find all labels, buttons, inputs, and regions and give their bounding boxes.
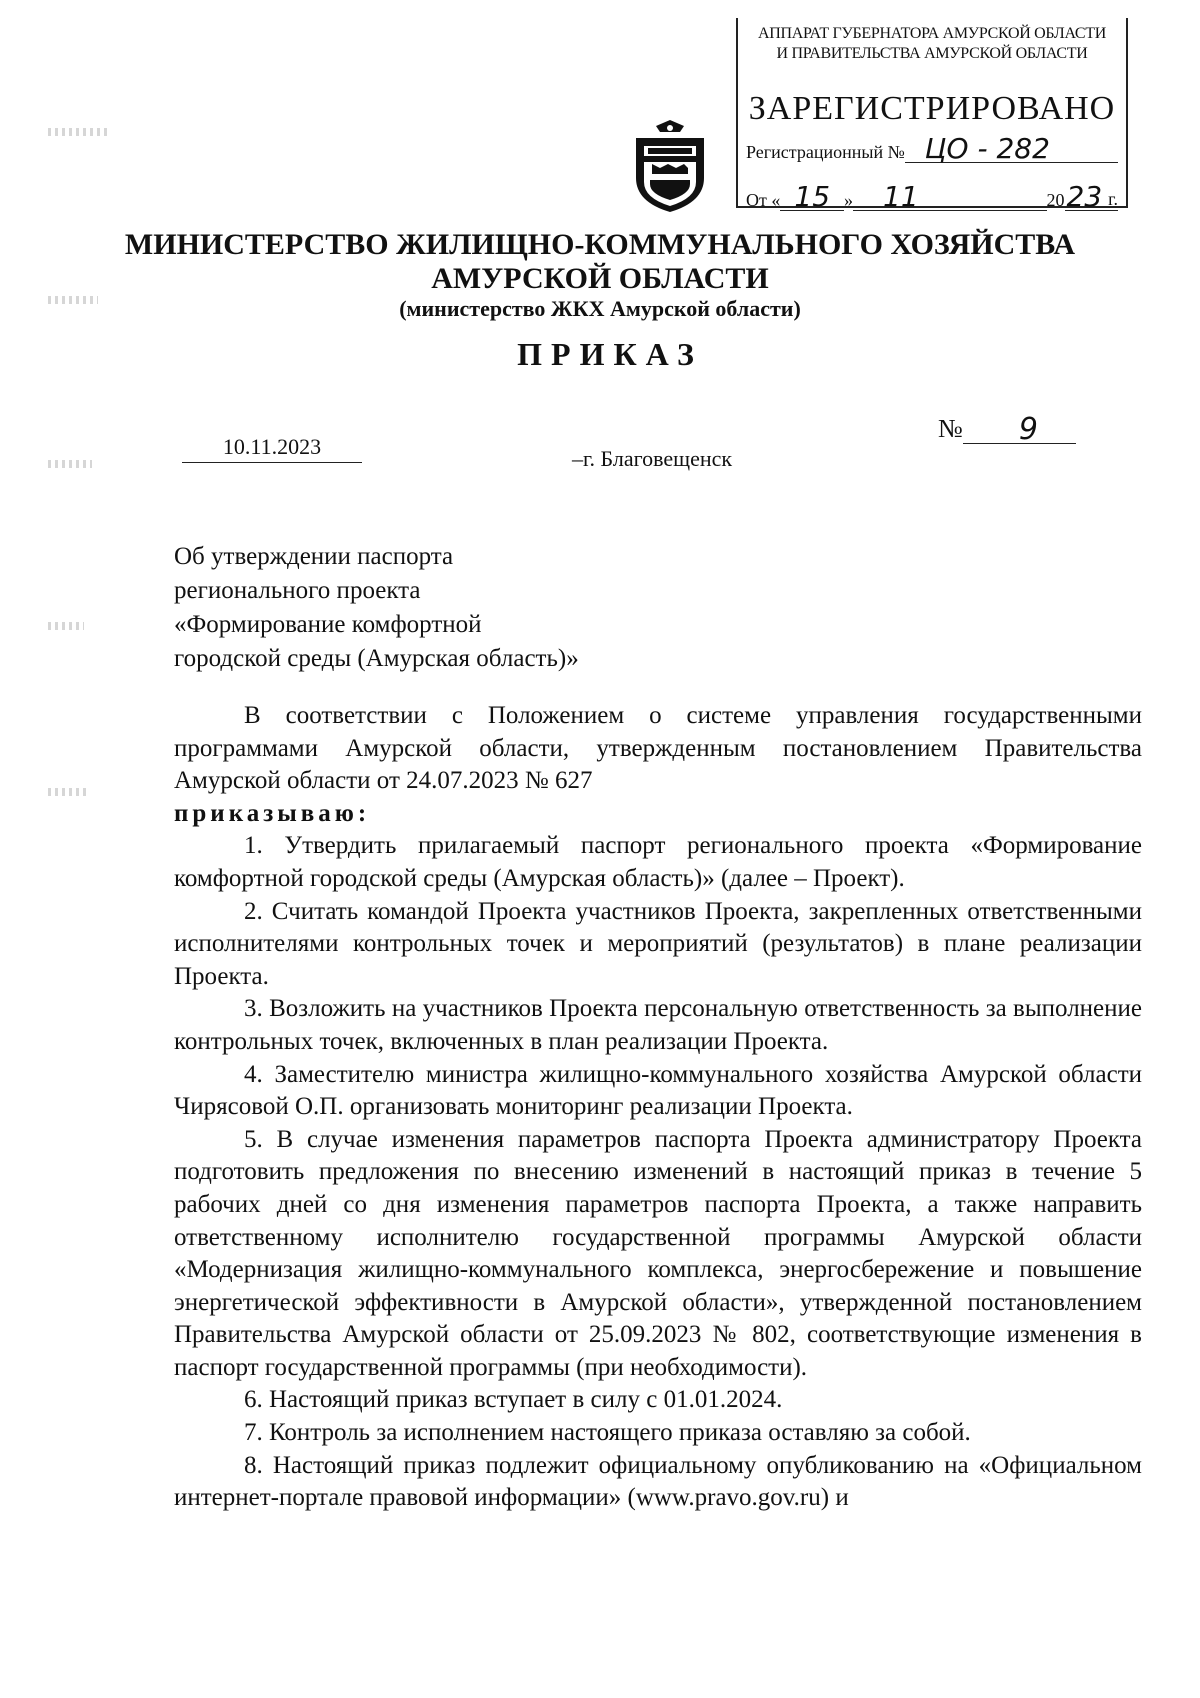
stamp-date-from-label: От « bbox=[746, 190, 781, 210]
order-item: 1. Утвердить прилагаемый паспорт регионального проекта «Формирование комфортной городской среды (Амурская область)» (далее – Проект). bbox=[174, 832, 1142, 892]
coat-of-arms-icon bbox=[630, 120, 710, 212]
ministry-short-name: (министерство ЖКХ Амурской области) bbox=[399, 296, 801, 321]
stamp-header bbox=[738, 24, 1126, 64]
ministry-name-line1: МИНИСТЕРСТВО ЖИЛИЩНО-КОММУНАЛЬНОГО ХОЗЯЙСТВА bbox=[124, 228, 1076, 261]
order-item: 5. В случае изменения параметров паспорта Проекта администратору Проекта подготовить предложения по внесению изменений в настоящий приказ в течение 5 рабочих дней со дня изменения параметров паспорта Проекта, а также направить ответственному исполнителю государственной программы Амурской области «Модернизация жилищно-коммунального комплекса, энергосбережение и повышение энергетической эффективности в Амурской области», утвержденной постановлением Правительства Амурской области от 25.09.2023 № 802, соответствующие изменения в паспорт государственной программы (при необходимости). bbox=[174, 1125, 1142, 1381]
stamp-date-year-suffix: 23 bbox=[1065, 184, 1109, 211]
order-item: 6. Настоящий приказ вступает в силу с 01.01.2024. bbox=[244, 1386, 783, 1414]
scan-artifact bbox=[48, 788, 88, 796]
stamp-header-line2: И ПРАВИТЕЛЬСТВА АМУРСКОЙ ОБЛАСТИ bbox=[776, 45, 1088, 62]
order-item: 3. Возложить на участников Проекта персональную ответственность за выполнение контрольных точек, включенных в план реализации Проекта. bbox=[174, 995, 1142, 1055]
stamp-date-year-unit: г. bbox=[1108, 189, 1118, 209]
order-item: 7. Контроль за исполнением настоящего приказа оставляю за собой. bbox=[244, 1419, 971, 1447]
ministry-name bbox=[0, 228, 1200, 296]
document-type-title: ПРИКАЗ bbox=[517, 336, 703, 372]
order-item: 2. Считать командой Проекта участников Проекта, закрепленных ответственными исполнителями контрольных точек и мероприятий (результатов) в плане реализации Проекта. bbox=[174, 897, 1142, 990]
scan-artifact bbox=[48, 460, 92, 468]
stamp-date-year-prefix: 20 bbox=[1046, 190, 1065, 210]
preamble-paragraph: В соответствии с Положением о системе управления государственными программами Амурской области, утвержденным постановлением Правительства Амурской области от 24.07.2023 № 627 bbox=[174, 702, 1142, 795]
subject-line: «Формирование комфортной bbox=[174, 611, 482, 638]
order-item: 8. Настоящий приказ подлежит официальному опубликованию на «Официальном интернет-портале правовой информации» (www.pravo.gov.ru) и bbox=[174, 1451, 1142, 1512]
stamp-header-line1: АППАРАТ ГУБЕРНАТОРА АМУРСКОЙ ОБЛАСТИ bbox=[757, 25, 1107, 42]
document-number-label: № bbox=[938, 414, 963, 443]
stamp-registered: ЗАРЕГИСТРИРОВАНО bbox=[748, 90, 1116, 127]
registration-stamp bbox=[736, 18, 1128, 213]
document-date: 10.11.2023 bbox=[182, 434, 362, 463]
ministry-name-line2: АМУРСКОЙ ОБЛАСТИ bbox=[431, 262, 769, 295]
scan-artifact bbox=[48, 622, 84, 630]
subject-line: городской среды (Амурская область)» bbox=[174, 645, 579, 672]
document-subject bbox=[174, 540, 579, 676]
subject-line: регионального проекта bbox=[174, 577, 421, 604]
stamp-date-day: 15 bbox=[780, 184, 844, 211]
stamp-reg-number-row bbox=[746, 132, 1118, 165]
stamp-date-row bbox=[746, 180, 1118, 213]
stamp-date-month: 11 bbox=[853, 184, 1046, 211]
scan-artifact bbox=[48, 128, 108, 136]
document-number bbox=[938, 412, 1076, 447]
document-number-value: 9 bbox=[963, 417, 1076, 444]
subject-line: Об утверждении паспорта bbox=[174, 543, 454, 570]
document-place: –г. Благовещенск bbox=[572, 446, 733, 471]
stamp-reg-number-value: ЦО - 282 bbox=[905, 136, 1118, 163]
order-word: приказываю: bbox=[174, 799, 371, 827]
order-item: 4. Заместителю министра жилищно-коммунального хозяйства Амурской области Чирясовой О.П. организовать мониторинг реализации Проекта. bbox=[174, 1060, 1142, 1121]
stamp-date-sep: » bbox=[844, 190, 854, 210]
stamp-reg-number-label: Регистрационный № bbox=[746, 142, 905, 162]
document-body bbox=[174, 700, 1142, 1515]
